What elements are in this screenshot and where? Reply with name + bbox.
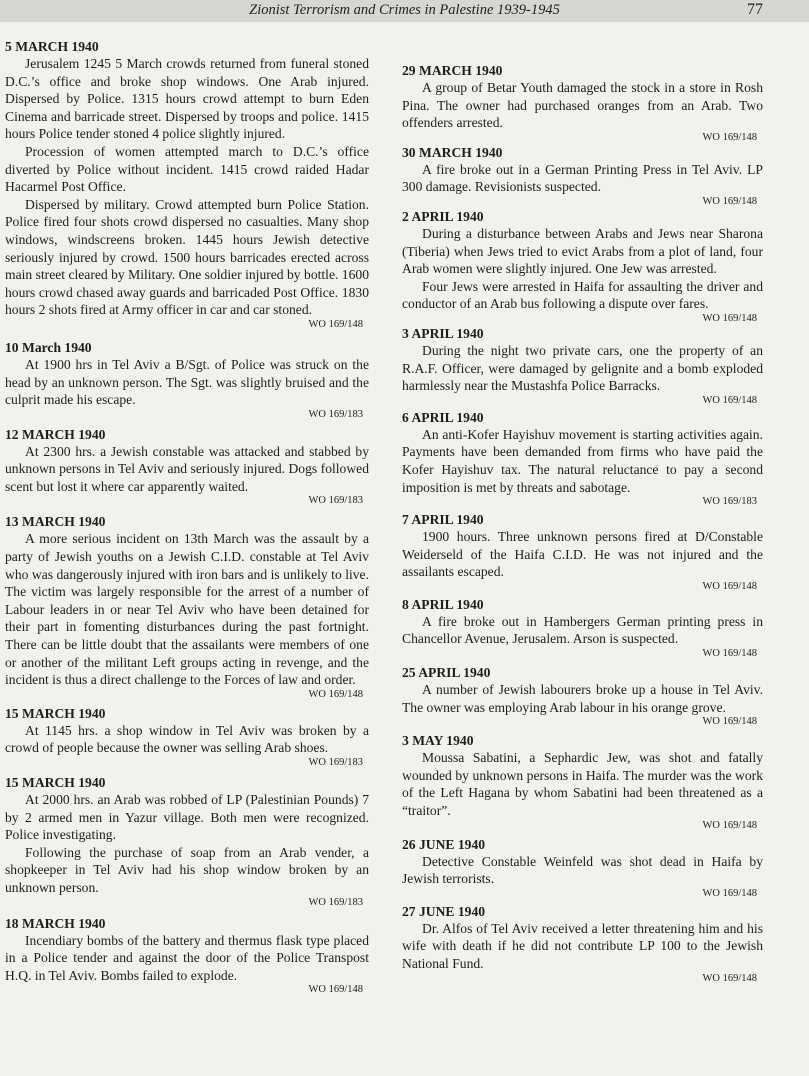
incident-date: 29 MARCH 1940 [402, 63, 503, 78]
incident-text: Incendiary bombs of the battery and thermus flask type placed in a Police tender and against the door of the Police Transpost H.Q. in Tel Aviv. Bombs failed to explode. [5, 932, 369, 983]
source-reference: WO 169/148 [702, 195, 757, 207]
incident-text: Jerusalem 1245 5 March crowds returned from funeral stoned D.C.’s office and broke shop windows. One Arab injured. Dispersed by Police. 1315 hours crowd attempt to burn Eden Cinema and barricade street. Dispersed by troops and police. 1415 hours Police tender stoned 4 police slightly injured. [5, 56, 369, 142]
incident-date: 6 APRIL 1940 [402, 409, 484, 425]
incident-entry [402, 903, 763, 985]
incident-entry [5, 915, 369, 997]
source-reference: WO 169/148 [702, 716, 757, 728]
incident-text: Dr. Alfos of Tel Aviv received a letter threatening him and his wife with death if he did not contribute LP 100 to the Jewish National Fund. [402, 920, 763, 971]
incident-text: A number of Jewish labourers broke up a house in Tel Aviv. The owner was employing Arab labour in his orange grove. [402, 682, 763, 715]
incident-text: 1900 hours. Three unknown persons fired at D/Constable Weiderseld of the Haifa C.I.D. He was not injured and the assailants escaped. [402, 529, 763, 580]
source-reference: WO 169/148 [702, 887, 757, 899]
incident-entry [402, 62, 763, 144]
incident-entry [5, 38, 369, 331]
incident-entry [5, 426, 369, 508]
incident-date: 10 March 1940 [5, 339, 92, 355]
incident-date: 7 APRIL 1940 [402, 512, 484, 528]
incident-text: At 1145 hrs. a shop window in Tel Aviv was broken by a crowd of people because the owner was selling Arab shoes. [5, 722, 369, 756]
source-reference: WO 169/148 [702, 131, 757, 143]
incident-text: During the night two private cars, one the property of an R.A.F. Officer, were damaged by gelignite and a bomb exploded harmlessly near the Mustashfa Police Barracks. [402, 342, 763, 394]
right-column [402, 38, 763, 985]
source-reference: WO 169/183 [308, 408, 363, 420]
incident-text: A fire broke out in Hambergers German printing press in Chancellor Avenue, Jerusalem. Arson is suspected. [402, 613, 763, 647]
incident-entry [402, 732, 763, 831]
incident-text: An anti-Kofer Hayishuv movement is starting activities again. Payments have been demanded from firms who have paid the Kofer Hayishuv tax. The natural reluctance to pay a second imposition is met by threats and sabotage. [402, 426, 763, 495]
left-column [5, 38, 369, 996]
incident-date: 12 MARCH 1940 [5, 426, 106, 442]
incident-date: 30 MARCH 1940 [402, 144, 503, 160]
incident-date: 27 JUNE 1940 [402, 903, 486, 919]
source-reference: WO 169/148 [702, 580, 757, 592]
incident-text: At 1900 hrs in Tel Aviv a B/Sgt. of Police was struck on the head by an unknown person. The Sgt. was slightly bruised and the culprit made his escape. [5, 356, 369, 408]
source-reference: WO 169/148 [308, 984, 363, 996]
incident-entry [402, 596, 763, 660]
incident-text: A more serious incident on 13th March was the assault by a party of Jewish youths on a Jewish C.I.D. constable at Tel Aviv who was dangerously injured with iron bars and is unlikely to live. The victim was largely responsible for the arrest of a number of Labour leaders in or near Tel Aviv who have been detained for their part in fomenting disturbances during the past fortnight. There can be little doubt that the assailants were members of one or another of the militant Left groups acting in revenge, and the incident is thus a direct challenge to the Forces of law and order. [5, 531, 369, 688]
incident-entry [402, 511, 763, 593]
incident-entry [402, 836, 763, 900]
incident-text: Moussa Sabatini, a Sephardic Jew, was shot and fatally wounded by unknown persons in Haifa. The murder was the work of the Left Hagana by whom Sabatini had been threatened as a “traitor”. [402, 750, 763, 819]
incident-date: 18 MARCH 1940 [5, 915, 106, 931]
incident-entry [402, 325, 763, 407]
incident-date: 3 APRIL 1940 [402, 325, 484, 341]
incident-text: A fire broke out in a German Printing Press in Tel Aviv. LP 300 damage. Revisionists suspected. [402, 161, 763, 195]
incident-text: A group of Betar Youth damaged the stock in a store in Rosh Pina. The owner had purchased oranges from an Arab. Two offenders arrested. [402, 80, 763, 131]
source-reference: WO 169/183 [308, 757, 363, 768]
page-number: 77 [747, 1, 763, 18]
incident-date: 3 MAY 1940 [402, 733, 474, 749]
incident-text: Detective Constable Weinfeld was shot dead in Haifa by Jewish terrorists. [402, 853, 763, 887]
incident-entry [5, 774, 369, 909]
incident-entry [5, 705, 369, 769]
incident-text: During a disturbance between Arabs and Jews near Sharona (Tiberia) when Jews tried to evict Arabs from a plot of land, four Arab women were slightly injured. One Jew was arrested. [402, 225, 763, 277]
incident-text: Four Jews were arrested in Haifa for assaulting the driver and conductor of an Arab bus following a dispute over fares. [402, 278, 763, 312]
incident-date: 15 MARCH 1940 [5, 705, 106, 721]
page-header [0, 0, 809, 22]
source-reference: WO 169/148 [702, 972, 757, 984]
incident-date: 13 MARCH 1940 [5, 514, 106, 530]
source-reference: WO 169/148 [702, 394, 757, 406]
incident-entry [5, 339, 369, 421]
incident-text: At 2000 hrs. an Arab was robbed of LP (Palestinian Pounds) 7 by 2 armed men in Yazur village. Both men were recognized. Police investigating. [5, 792, 369, 843]
incident-text: At 2300 hrs. a Jewish constable was attacked and stabbed by unknown persons in Tel Aviv and seriously injured. Dogs followed scent but lost it where car apparently waited. [5, 443, 369, 494]
incident-entry [402, 409, 763, 508]
incident-date: 8 APRIL 1940 [402, 596, 484, 612]
source-reference: WO 169/148 [308, 688, 363, 700]
incident-entry [402, 144, 763, 208]
incident-date: 2 APRIL 1940 [402, 208, 484, 224]
incident-entry [402, 664, 763, 728]
source-reference: WO 169/183 [308, 495, 363, 507]
incident-date: 5 MARCH 1940 [5, 39, 99, 54]
source-reference: WO 169/148 [308, 318, 363, 330]
source-reference: WO 169/183 [702, 496, 757, 508]
source-reference: WO 169/148 [702, 819, 757, 831]
incident-text: Procession of women attempted march to D.C.’s office diverted by Police without incident. 1415 crowd raided Hadar Hacarmel Post Office. [5, 143, 369, 195]
source-reference: WO 169/148 [702, 648, 757, 660]
incident-entry [402, 208, 763, 325]
source-reference: WO 169/183 [308, 896, 363, 908]
incident-text: Dispersed by military. Crowd attempted burn Police Station. Police fired four shots crowd dispersed no casualties. Many shop windows, windscreens broken. 1445 hours Jewish detective seriously injured by crowd. 1500 hours barricades erected across main street cleared by Military. One soldier injured by bottle. 1600 hours crowd chased away guards and barricaded Post Office. 1830 hours 2 shots fired at Army officer in car and car stoned. [5, 196, 369, 318]
incident-date: 26 JUNE 1940 [402, 836, 486, 852]
incident-date: 15 MARCH 1940 [5, 775, 106, 790]
incident-date: 25 APRIL 1940 [402, 665, 491, 681]
incident-entry [5, 513, 369, 700]
source-reference: WO 169/148 [702, 312, 757, 324]
incident-text: Following the purchase of soap from an Arab vender, a shopkeeper in Tel Aviv had his shop window broken by an unknown person. [5, 844, 369, 895]
running-title: Zionist Terrorism and Crimes in Palestine 1939-1945 [249, 2, 560, 18]
